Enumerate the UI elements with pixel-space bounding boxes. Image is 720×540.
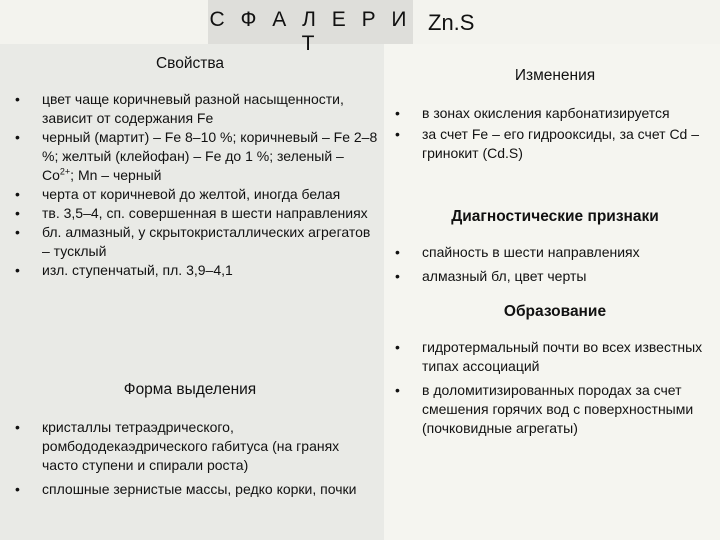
change-text: за счет Fe – его гидрооксиды, за счет Cd – гринокит (Cd.S) — [422, 126, 700, 161]
changes-list — [395, 104, 707, 163]
properties-heading: Свойства — [155, 55, 225, 72]
list-item — [395, 104, 707, 123]
title-box — [208, 0, 413, 55]
form-heading: Форма выделения — [123, 381, 257, 398]
changes-heading: Изменения — [514, 67, 596, 84]
property-text: цвет чаще коричневый разной насыщенности, зависит от содержания Fe — [42, 91, 344, 126]
superscript: 2+ — [59, 166, 71, 177]
formation-text: в доломитизированных породах за счет смешения горячих вод с поверхностными (почковидные агрегаты) — [422, 382, 694, 436]
property-text: изл. ступенчатый, пл. 3,9–4,1 — [42, 262, 233, 278]
bullet-icon: • — [395, 382, 400, 398]
property-text: бл. алмазный, у скрытокристаллических агрегатов – тусклый — [42, 224, 371, 259]
list-item — [395, 267, 707, 286]
property-text-tail: ; Mn – черный — [70, 167, 162, 183]
property-text: черный (мартит) – Fe 8–10 %; коричневый – Fe 2–8 %; желтый (клейофан) – Fe до 1 %; зеленый – Co — [42, 129, 378, 183]
chemical-formula: Zn.S — [428, 10, 475, 35]
bullet-icon: • — [15, 481, 20, 497]
bullet-icon: • — [395, 268, 400, 284]
list-item — [15, 128, 378, 185]
form-list — [15, 418, 378, 499]
list-item — [395, 243, 707, 262]
bullet-icon: • — [15, 262, 20, 278]
list-item — [15, 90, 378, 128]
bullet-icon: • — [15, 186, 20, 202]
form-text: кристаллы тетраэдрического, ромбододекаэдрического габитуса (на гранях часто ступени и спирали роста) — [42, 419, 340, 473]
form-text: сплошные зернистые массы, редко корки, почки — [42, 481, 357, 497]
change-text: в зонах окисления карбонатизируется — [422, 105, 670, 121]
list-item — [15, 204, 378, 223]
bullet-icon: • — [395, 244, 400, 260]
bullet-icon: • — [15, 129, 20, 145]
bullet-icon: • — [15, 91, 20, 107]
formation-text: гидротермальный почти во всех известных типах ассоциаций — [422, 339, 703, 374]
property-text: черта от коричневой до желтой, иногда белая — [42, 186, 341, 202]
diagnostic-heading: Диагностические признаки — [451, 208, 659, 225]
list-item — [15, 480, 378, 499]
formation-heading: Образование — [503, 303, 607, 320]
list-item — [395, 381, 707, 438]
bullet-icon: • — [395, 105, 400, 121]
bullet-icon: • — [395, 126, 400, 142]
bullet-icon: • — [15, 205, 20, 221]
properties-list — [15, 90, 378, 280]
list-item — [15, 261, 378, 280]
list-item — [15, 223, 378, 261]
bullet-icon: • — [15, 419, 20, 435]
list-item — [15, 185, 378, 204]
list-item — [395, 338, 707, 376]
formation-list — [395, 338, 707, 438]
bullet-icon: • — [15, 224, 20, 240]
diagnostic-text: спайность в шести направлениях — [422, 244, 640, 260]
diagnostic-text: алмазный бл, цвет черты — [422, 268, 587, 284]
diagnostic-list — [395, 243, 707, 286]
bullet-icon: • — [395, 339, 400, 355]
property-text: тв. 3,5–4, сп. совершенная в шести направлениях — [42, 205, 368, 221]
list-item — [395, 125, 707, 163]
page-title: С Ф А Л Е Р И Т — [209, 8, 412, 55]
list-item — [15, 418, 378, 475]
